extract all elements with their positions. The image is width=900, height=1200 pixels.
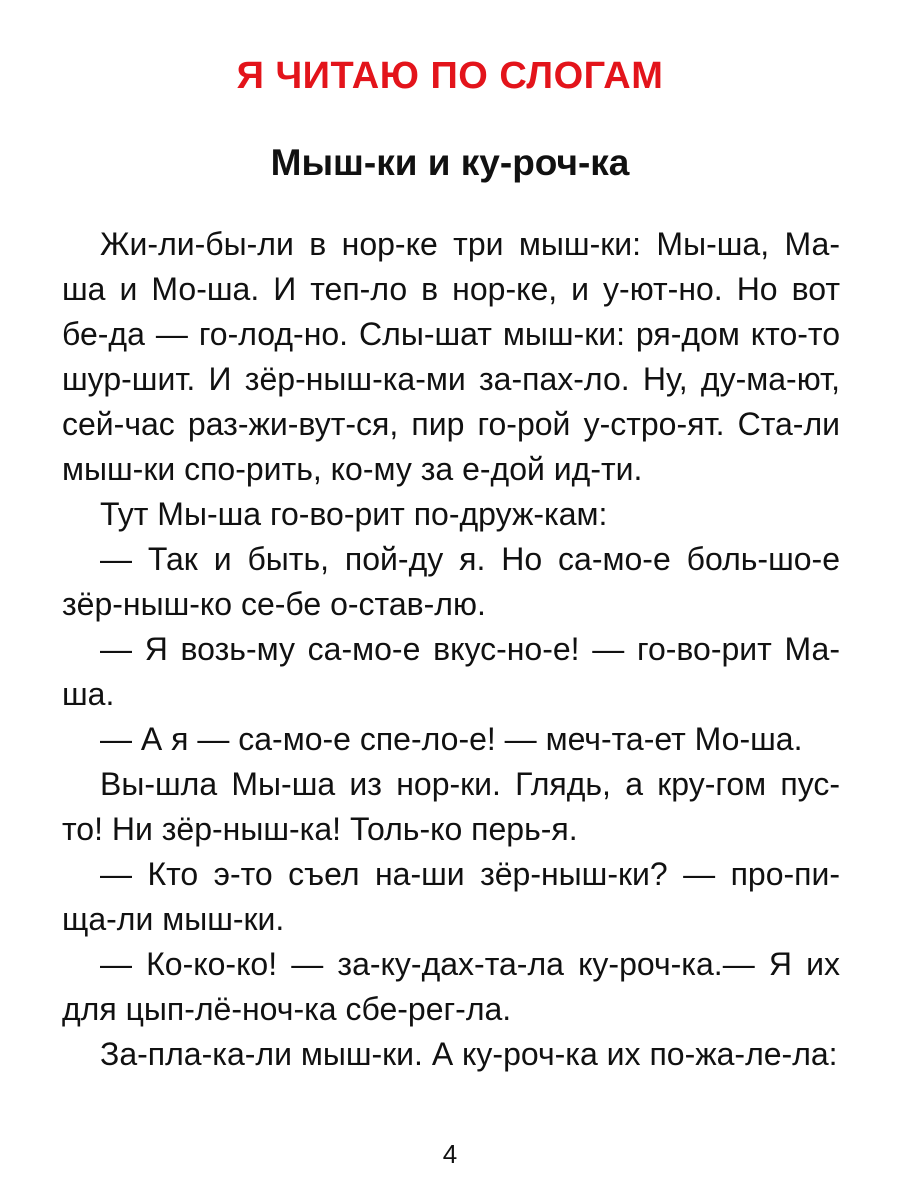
story-title: Мыш-ки и ку-роч-ка [270, 142, 630, 183]
paragraph: — Ко-ко-ко! — за-ку-дах-та-ла ку-роч-ка.— Я их для цып-лё-ноч-ка сбе-рег-ла. [62, 946, 840, 1027]
paragraph: — Так и быть, пой-ду я. Но са-мо-е боль-шо-е зёр-ныш-ко се-бе о-став-лю. [62, 541, 840, 622]
paragraph: За-пла-ка-ли мыш-ки. А ку-роч-ка их по-жа-ле-ла: [100, 1036, 838, 1072]
paragraph: — А я — са-мо-е спе-ло-е! — меч-та-ет Мо-ша. [100, 721, 803, 757]
paragraph: — Я возь-му са-мо-е вкус-но-е! — го-во-рит Ма-ша. [62, 631, 840, 712]
story-text [62, 222, 840, 1077]
page-number: 4 [442, 1139, 458, 1169]
paragraph: — Кто э-то съел на-ши зёр-ныш-ки? — про-пи-ща-ли мыш-ки. [62, 856, 840, 937]
paragraph: Тут Мы-ша го-во-рит по-друж-кам: [100, 496, 608, 532]
paragraph: Вы-шла Мы-ша из нор-ки. Глядь, а кру-гом пус-то! Ни зёр-ныш-ка! Толь-ко перь-я. [62, 766, 840, 847]
section-header: Я ЧИТАЮ ПО СЛОГАМ [236, 55, 664, 97]
paragraph: Жи-ли-бы-ли в нор-ке три мыш-ки: Мы-ша, Ма-ша и Мо-ша. И теп-ло в нор-ке, и у-ют-но. Но вот бе-да — го-лод-но. Слы-шат мыш-ки: ря-дом кто-то шур-шит. И зёр-ныш-ка-ми за-пах-ло. Ну, ду-ма-ют, сей-час раз-жи-вут-ся, пир го-рой у-стро-ят. Ста-ли мыш-ки спо-рить, ко-му за е-дой ид-ти. [62, 226, 840, 487]
